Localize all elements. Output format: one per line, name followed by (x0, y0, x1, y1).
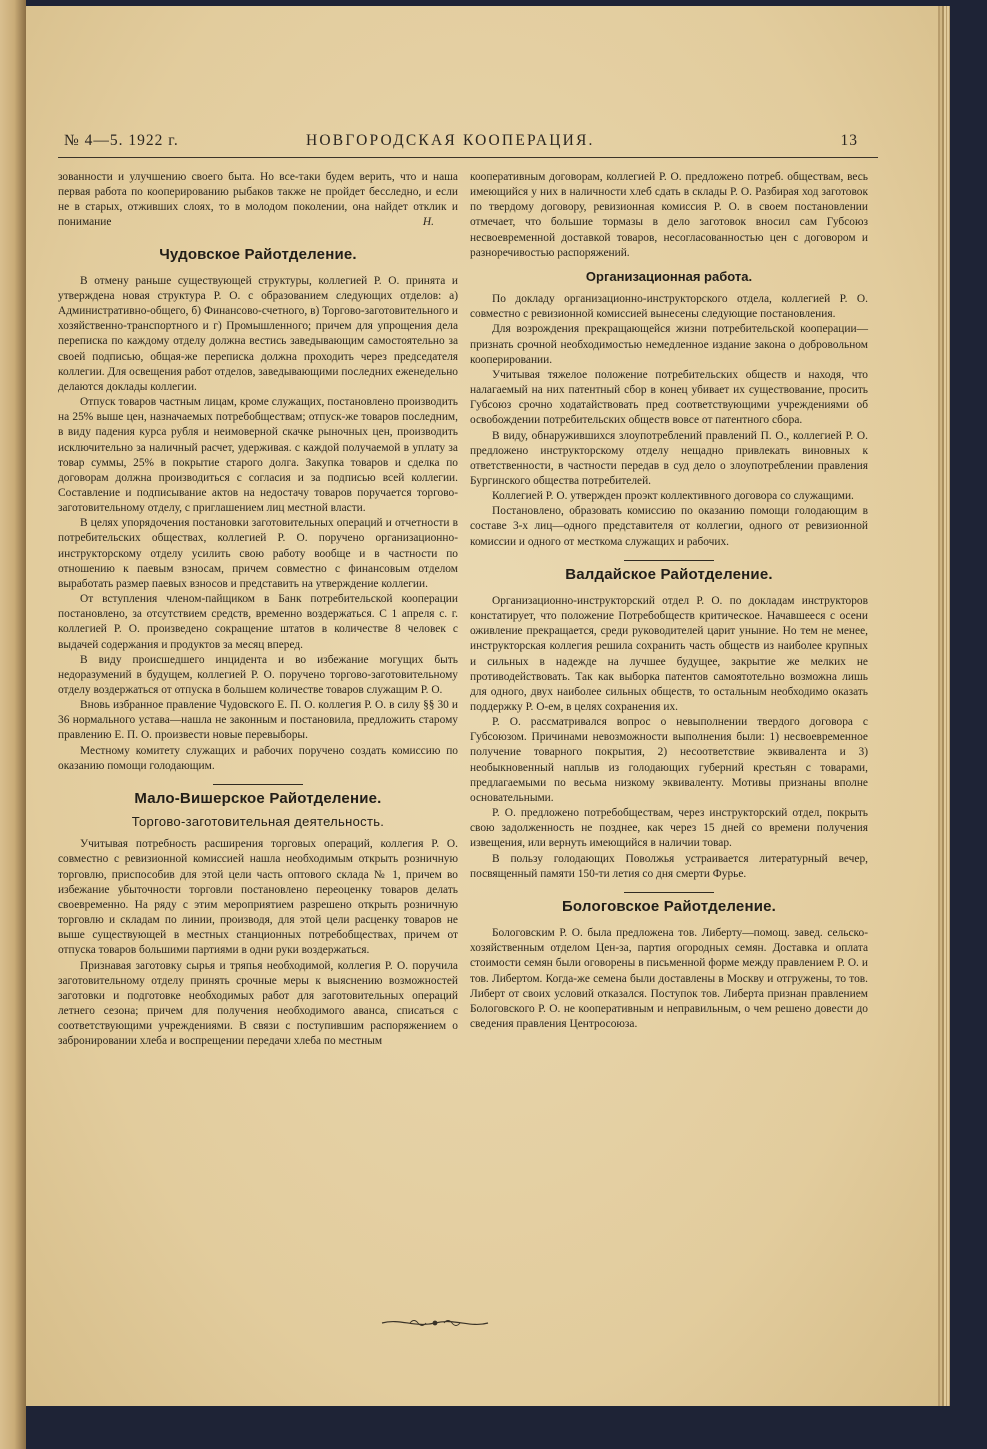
paragraph: Отпуск товаров частным лицам, кроме служащих, постановлено производить на 25% выше цен, назначаемых потребобществам; отпуск-же товаров последним, в виду падения курса рубля и неимоверной скачке рыночных цен, производить исключительно за наличный расчет, удерживая. с каждой получаемой в уплату за товар суммы, 25% в покрытие старого долга. Закупка товаров и сделка по договорам должна производиться с согласия и за подписью всей коллегии. Составление и подписывание актов на недостачу товаров поручается торгово-заготовительному отделу, с приглашением лиц местной власти. (58, 396, 458, 515)
paragraph: Вновь избранное правление Чудовского Е. П. О. коллегия Р. О. в силу §§ 30 и 36 нормального устава—нашла не законным и постановила, предложить старому правлению Е. П. О. произвести новые перевыборы. (58, 699, 458, 742)
left-column (58, 170, 458, 1049)
paragraph: Признавая заготовку сырья и тряпья необходимой, коллегия Р. О. поручила заготовительному отделу принять срочные меры к выяснению возможностей заготовки и подготовке необходимых работ для заготовительных операций летнего сезона; причем для получения необходимого аванса, списаться с соответствующими учреждениями. В связи с поступившим распоряжением о забронировании хлеба и воспрещении передачи хлеба по местным (58, 959, 458, 1048)
paragraph: Бологовским Р. О. была предложена тов. Либерту—помощ. завед. сельско-хозяйственным отделом Цен-за, партия огородных семян. Доставка и оплата стоимости семян были оговорены в письменной форме между правлением Р. О. и тов. Либертом. Когда-же семена были доставлены в Москву и отгружены, то тов. Либерт от своих условий отказался. Поступок тов. Либерта признан правлением Бологовского Р. О. не кооперативным и неправильным, о чем решено довести до сведения правления Центросоюза. (470, 927, 868, 1030)
header-rule (58, 157, 878, 158)
paragraph: В пользу голодающих Поволжья устраивается литературный вечер, посвященный памяти 150-ти летия со дня смерти Фурье. (470, 852, 868, 880)
section-title-valdai: Валдайское Райотделение. (565, 565, 773, 583)
paragraph: Р. О. рассматривался вопрос о невыполнении твердого договора с Губсоюзом. Причинами невозможности выполнения были: 1) несвоевременное получение товарного покрытия, 2) несоответствие эквивалента и 3) необыкновенный наплыв из голодающих губерний крестьян с товарами, предлагаемыми по весьма низкому эквиваленту. Мотивы признаны вполне основательными. (470, 716, 868, 804)
end-ornament (380, 1316, 490, 1330)
section-title-bologoye: Бологовское Райотделение. (561, 897, 777, 915)
section-title-chudovo: Чудовское Райотделение. (159, 245, 357, 263)
paragraph: Местному комитету служащих и рабочих поручено создать комиссию по оказанию помощи голодающим. (58, 744, 458, 772)
paragraph: От вступления членом-пайщиком в Банк потребительской кооперации постановлено, за отсутствием средств, временно воздержаться. С 1 апреля с. г. коллегией Р. О. произведено сокращение штатов в количестве 8 человек с выдачей содержания и продуктов за месяц вперед. (58, 593, 458, 651)
paragraph: Организационно-инструкторский отдел Р. О. по докладам инструкторов констатирует, что положение Потребобществ критическое. Начавшееся с осени оживление прекращается, среди руководителей царит уныние. Но тем не менее, инструкторская коллегия решила сохранить часть обществ из наиболее крупных и сильных в надежде на лучшее будущее, закрытие же мелких не противодействовать. Так как выборка патентов самоятотельно возможна лишь для одного, двух наиболее сильных обществ, то остальным необходимо оказать поддержку Р. О-ем, в целях сохранения их. (470, 594, 868, 713)
publication-title: НОВГОРОДСКАЯ КООПЕРАЦИЯ. (306, 132, 595, 149)
page-header (58, 130, 858, 152)
section-divider (213, 784, 303, 785)
paragraph: Коллегией Р. О. утвержден проэкт коллективного договора со служащими. (492, 490, 854, 503)
paragraph: Учитывая потребность расширения торговых операций, коллегия Р. О. совместно с ревизионной комиссией нашла необходимым открыть розничную торговлю, приспособив для этой цели часть оптового склада № 1, причем во избежание убыточности торговли постановлено переоценку товаров делать своевременно. На ряду с этим мероприятием разрешено открыть розничную торговлю и складам по линии, производя, для этой цели расценку товаров не выше существующей в местных станционных потребобществах, причем от отпуска товаров большими партиями в одни руки воздержаться. (58, 838, 458, 957)
subsection-title-organizational: Организационная работа. (585, 268, 753, 284)
paragraph: В отмену раньше существующей структуры, коллегией Р. О. принята и утверждена новая структура Р. О. с образованием следующих отделов: а) Административно-общего, б) Финансово-счетного, в) Торгово-заготовительного и хозяйственно-транспортного и г) Промышленного; причем для упрощения дела переписка по каждому отделу должна вестись заведывающим самостоятельно за своей подписью, общая-же переписка должна проходить через председателя коллегии. Для освещения работ отделов, заведывающими последних еженедельно делаются доклады коллегии. (58, 274, 458, 393)
right-column (470, 170, 868, 1032)
intro-text: зованности и улучшению своего быта. Но все-таки будем верить, что и наша первая работа по кооперированию рыбаков также не пройдет бесследно, и если не в старых, отживших слоях, то в молодом поколении, она найдет отклик и понимание (58, 171, 458, 229)
paragraph: В виду происшедшего инцидента и во избежание могущих быть недоразумений в будущем, коллегией Р. О. поручено торгово-заготовительному отделу воздержаться от отпуска в большем количестве товаров служащим Р. О. (58, 653, 458, 696)
paragraph: Р. О. предложено потребобществам, через инструкторский отдел, покрыть свою задолженность не позднее, как через 15 дней со времени получения извещения, или вернуть имеющийся в наличии товар. (470, 807, 868, 850)
author-signature: Н. (422, 216, 434, 229)
section-divider (624, 560, 714, 561)
book-spine-left (0, 0, 26, 1449)
intro-paragraph (58, 170, 458, 231)
paragraph: По докладу организационно-инструкторского отдела, коллегией Р. О. совместно с ревизионной комиссией вынесены следующие постановления. (470, 293, 868, 321)
subsection-title-trade: Торгово-заготовительная деятельность. (131, 814, 385, 830)
paragraph: В виду, обнаружившихся злоупотреблений правлений П. О., коллегией Р. О. предложено инструкторскому отделу нещадно привлекать виновных к ответственности, в частности передав в суд дело о злоупотреблении правления Бургинского общества потребителей. (470, 429, 868, 487)
section-title-malaya-vishera: Мало-Вишерское Райотделение. (134, 789, 382, 807)
section-divider (624, 892, 714, 893)
paragraph: Постановлено, образовать комиссию по оказанию помощи голодающим в составе 3-х лиц—одного представителя от коллегии, одного от ревизионной комиссии и одного от месткома служащих и рабочих. (470, 505, 868, 548)
page-stack-edge (938, 6, 950, 1406)
page-number: 13 (840, 132, 858, 149)
paragraph: Для возрождения прекращающейся жизни потребительской кооперации—признать срочной необходимостью немедленное издание закона о добровольном кооперировании. (470, 323, 868, 366)
paragraph: В целях упорядочения постановки заготовительных операций и отчетности в потребительских обществах, коллегией Р. О. поручено организационно-инструкторскому отделу усилить свою работу вообще и в частности по отношению к паевым взносам, причем совместно с финансовым отделом выработать размер паевых взносов и представить на утверждение коллегии. (58, 517, 458, 590)
issue-number: № 4—5. 1922 г. (64, 132, 179, 149)
continued-paragraph: кооперативным договорам, коллегией Р. О. предложено потреб. обществам, весь имеющийся у них в наличности хлеб сдать в склады Р. О. Разбирая ход заготовок по твердому договору, ревизионная комиссия Р. О. в своем постановлении отмечает, что большие тормазы в дело заготовок вносил сам Губсоюз несвоевременной доставкой товаров, несогласованностью цен с договором и разноречивостью распоряжений. (470, 171, 868, 259)
paragraph: Учитывая тяжелое положение потребительских обществ и находя, что налагаемый на них патентный сбор в конец убивает их существование, просить Губсоюз срочно ходатайствовать пред соответствующими учреждениями об освобождении потребительских обществ вовсе от патентного сбора. (470, 368, 868, 427)
